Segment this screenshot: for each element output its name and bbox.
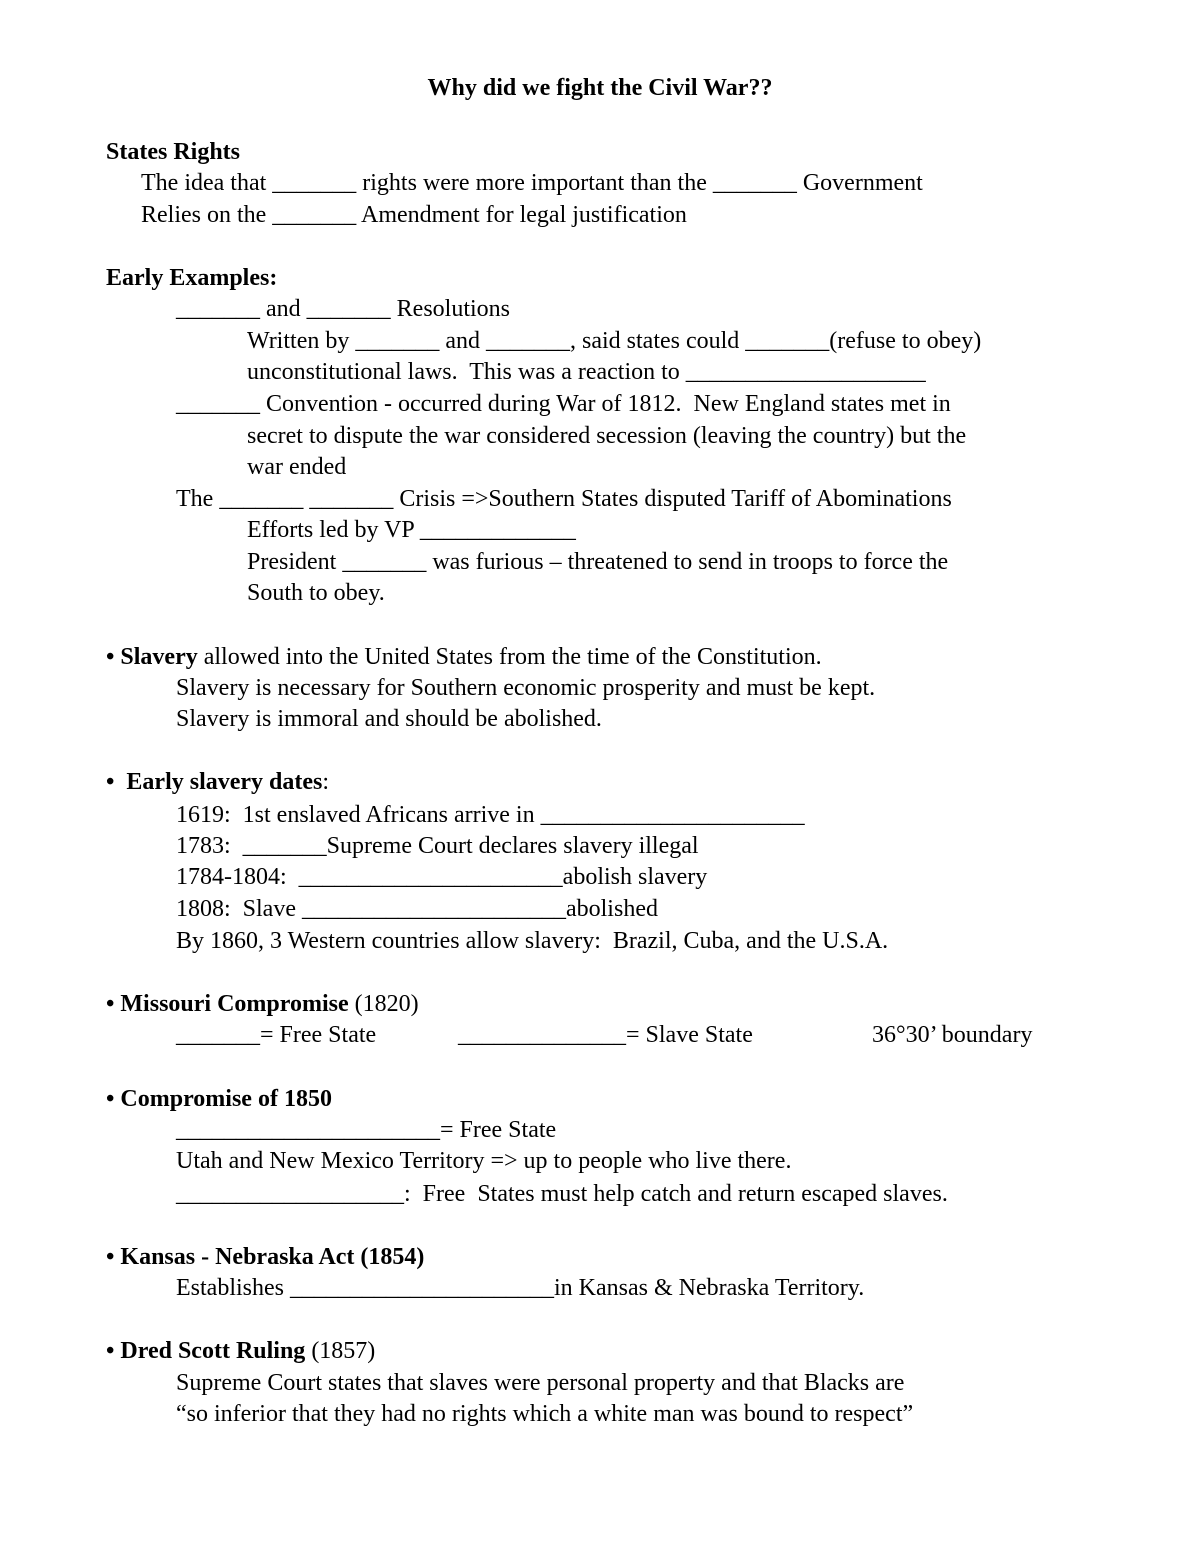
slavery-line: Slavery is necessary for Southern economic prosperity and must be kept. — [176, 675, 876, 701]
slavery-heading-rest: allowed into the United States from the time of the Constitution. — [197, 644, 822, 670]
bullet: • — [106, 991, 115, 1017]
dred-scott-line: Supreme Court states that slaves were personal property and that Blacks are — [176, 1370, 905, 1396]
early-examples-line: _______ and _______ Resolutions — [176, 296, 510, 322]
early-dates-heading-line — [106, 767, 329, 797]
early-dates-heading-rest: : — [322, 769, 330, 795]
missouri-slave-state: ______________= Slave State — [458, 1022, 753, 1048]
early-examples-line: _______ Convention - occurred during War of 1812. New England states met in — [176, 391, 951, 417]
missouri-heading: Missouri Compromise — [120, 991, 349, 1017]
kansas-heading: Kansas - Nebraska Act — [120, 1244, 355, 1270]
bullet: • — [106, 769, 115, 795]
bullet: • — [106, 1086, 115, 1112]
dred-scott-heading-rest: (1857) — [305, 1338, 376, 1364]
early-dates-line: 1619: 1st enslaved Africans arrive in ______________________ — [176, 802, 805, 828]
compromise-1850-heading-line — [106, 1084, 332, 1114]
states-rights-heading: States Rights — [106, 139, 241, 165]
dred-scott-heading: Dred Scott Ruling — [120, 1338, 306, 1364]
kansas-heading-rest: (1854) — [354, 1244, 425, 1270]
early-examples-line: The _______ _______ Crisis =>Southern States disputed Tariff of Abominations — [176, 486, 952, 512]
early-examples-line: South to obey. — [247, 580, 385, 606]
early-examples-line: unconstitutional laws. This was a reaction to ____________________ — [247, 359, 926, 385]
kansas-heading-line — [106, 1242, 424, 1272]
bullet: • — [106, 644, 115, 670]
early-examples-line: Efforts led by VP _____________ — [247, 517, 576, 543]
slavery-heading: Slavery — [120, 644, 198, 670]
early-examples-heading: Early Examples: — [106, 265, 278, 291]
missouri-heading-line — [106, 989, 419, 1019]
missouri-heading-rest: (1820) — [348, 991, 419, 1017]
early-dates-line: 1783: _______Supreme Court declares slavery illegal — [176, 833, 699, 859]
bullet: • — [106, 1244, 115, 1270]
slavery-line: Slavery is immoral and should be abolished. — [176, 706, 602, 732]
page-title: Why did we fight the Civil War?? — [427, 75, 773, 101]
compromise-1850-line: ___________________: Free States must help catch and return escaped slaves. — [176, 1181, 948, 1207]
early-examples-line: Written by _______ and _______, said states could _______(refuse to obey) — [247, 328, 982, 354]
states-rights-line: The idea that _______ rights were more important than the _______ Government — [141, 170, 923, 196]
kansas-line: Establishes ______________________in Kansas & Nebraska Territory. — [176, 1275, 865, 1301]
compromise-1850-line: Utah and New Mexico Territory => up to people who live there. — [176, 1148, 792, 1174]
early-dates-line: By 1860, 3 Western countries allow slavery: Brazil, Cuba, and the U.S.A. — [176, 928, 889, 954]
early-examples-line: secret to dispute the war considered secession (leaving the country) but the — [247, 423, 967, 449]
missouri-free-state: _______= Free State — [176, 1022, 377, 1048]
missouri-boundary: 36°30’ boundary — [872, 1022, 1033, 1048]
bullet: • — [106, 1338, 115, 1364]
early-dates-line: 1784-1804: ______________________abolish slavery — [176, 864, 708, 890]
slavery-heading-line — [106, 642, 822, 672]
early-examples-line: President _______ was furious – threatened to send in troops to force the — [247, 549, 949, 575]
dred-scott-heading-line — [106, 1336, 375, 1366]
compromise-1850-line: ______________________= Free State — [176, 1117, 557, 1143]
dred-scott-line: “so inferior that they had no rights which a white man was bound to respect” — [176, 1401, 914, 1427]
states-rights-line: Relies on the _______ Amendment for legal justification — [141, 202, 687, 228]
early-dates-heading: Early slavery dates — [126, 769, 323, 795]
compromise-1850-heading: Compromise of 1850 — [120, 1086, 332, 1112]
early-dates-line: 1808: Slave ______________________abolished — [176, 896, 658, 922]
early-examples-line: war ended — [247, 454, 347, 480]
